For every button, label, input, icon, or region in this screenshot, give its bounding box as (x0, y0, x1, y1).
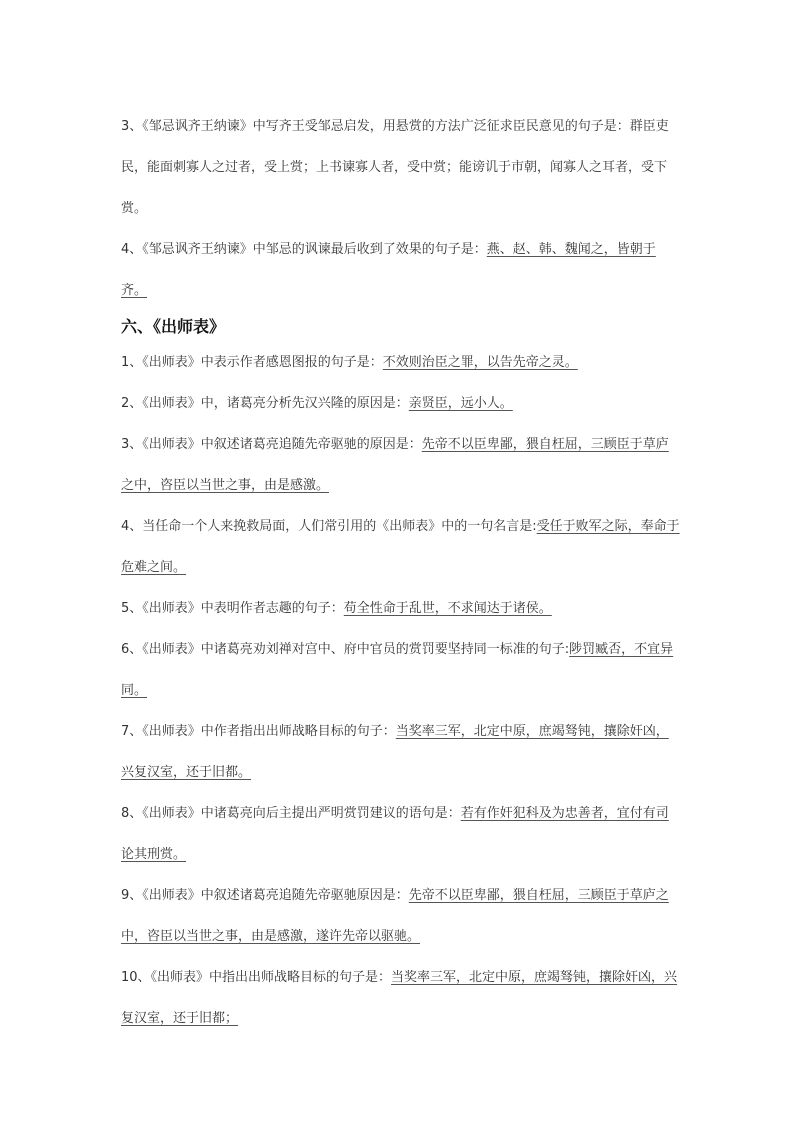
question-text: 1、《出师表》中表示作者感恩图报的句子是： (121, 355, 383, 370)
answer-text: 群臣吏民，能面刺寡人之过者，受上赏；上书谏寡人者，受中赏；能谤讥于市朝，闻寡人之耳者，受下赏。 (121, 119, 669, 216)
answer-text: 受任于败军之际，奉命于危难之间。 (121, 519, 680, 575)
answer-text: 先帝不以臣卑鄙，猥自枉屈，三顾臣于草庐之中，咨臣以当世之事，由是感激。 (121, 437, 669, 493)
question-s6-2 (121, 383, 681, 424)
section-heading: 六、《出师表》 (121, 317, 226, 336)
question-text: 7、《出师表》中作者指出出师战略目标的句子： (121, 724, 396, 739)
question-s6-6 (121, 629, 681, 711)
question-text: 4、当任命一个人来挽救局面，人们常引用的《出师表》中的一句名言是: (121, 519, 537, 534)
question-text: 3、《邹忌讽齐王纳谏》中写齐王受邹忌启发，用悬赏的方法广泛征求臣民意见的句子是： (121, 119, 630, 134)
question-text: 3、《出师表》中叙述诸葛亮追随先帝驱驰的原因是： (121, 437, 422, 452)
answer-text: 陟罚臧否，不宜异同。 (121, 642, 674, 698)
question-text: 5、《出师表》中表明作者志趣的句子： (121, 601, 344, 616)
question-text: 8、《出师表》中诸葛亮向后主提出严明赏罚建议的语句是： (121, 806, 461, 821)
question-text: 9、《出师表》中叙述诸葛亮追随先帝驱驰原因是： (121, 888, 409, 903)
answer-text: 燕、赵、韩、魏闻之，皆朝于齐。 (121, 242, 656, 298)
question-s6-8 (121, 793, 681, 875)
question-s6-3 (121, 424, 681, 506)
question-text: 6、《出师表》中诸葛亮劝刘禅对宫中、府中官员的赏罚要坚持同一标准的句子: (121, 642, 570, 657)
answer-text: 不效则治臣之罪，以告先帝之灵。 (382, 355, 578, 370)
question-s6-5 (121, 588, 681, 629)
document-page (121, 106, 681, 1039)
question-s6-9 (121, 875, 681, 957)
question-s5-4 (121, 229, 681, 311)
question-s5-3 (121, 106, 681, 229)
answer-text: 亲贤臣，远小人。 (408, 396, 513, 411)
question-s6-1 (121, 342, 681, 383)
question-s6-4 (121, 506, 681, 588)
question-text: 10、《出师表》中指出出师战略目标的句子是： (121, 970, 392, 985)
question-text: 4、《邹忌讽齐王纳谏》中邹忌的讽谏最后收到了效果的句子是： (121, 242, 487, 257)
question-s6-10 (121, 957, 681, 1039)
answer-text: 当奖率三军，北定中原，庶竭驽钝，攘除奸凶，兴复汉室，还于旧都； (121, 970, 678, 1026)
answer-text: 若有作奸犯科及为忠善者，宜付有司论其刑赏。 (121, 806, 669, 862)
question-text: 2、《出师表》中，诸葛亮分析先汉兴隆的原因是： (121, 396, 409, 411)
question-s6-7 (121, 711, 681, 793)
answer-text: 当奖率三军，北定中原，庶竭驽钝，攘除奸凶，兴复汉室，还于旧都。 (121, 724, 669, 780)
answer-text: 先帝不以臣卑鄙，猥自枉屈，三顾臣于草庐之中，咨臣以当世之事，由是感激，遂许先帝以驱驰。 (121, 888, 669, 944)
answer-text: 苟全性命于乱世，不求闻达于诸侯。 (343, 601, 552, 616)
